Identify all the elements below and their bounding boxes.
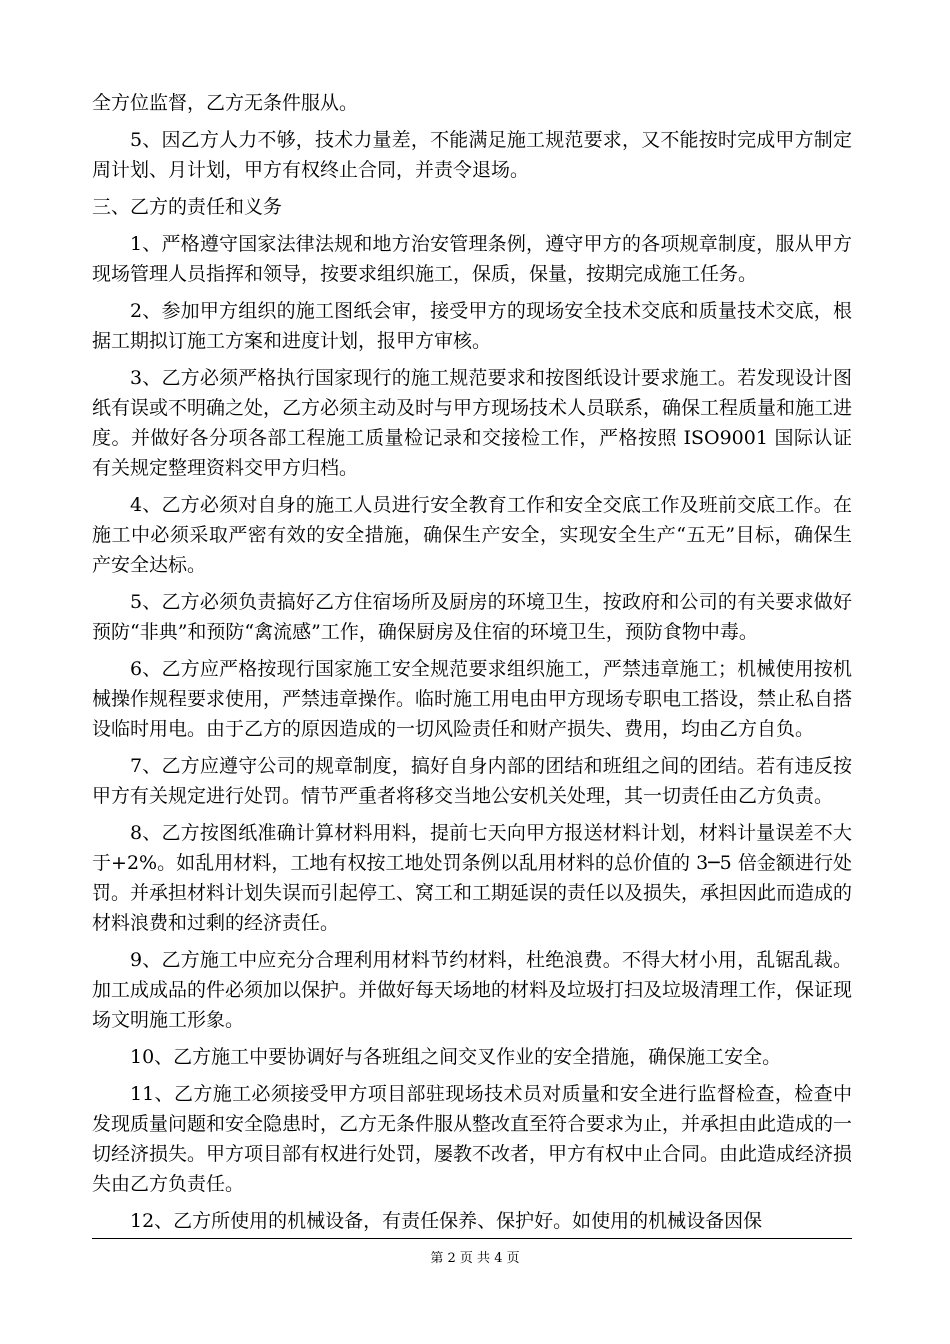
paragraph: 5、乙方必须负责搞好乙方住宿场所及厨房的环境卫生，按政府和公司的有关要求做好预防“非典”和预防“禽流感”工作，确保厨房及住宿的环境卫生，预防食物中毒。: [92, 591, 852, 643]
paragraph: 5、因乙方人力不够，技术力量差，不能满足施工规范要求，又不能按时完成甲方制定周计划、月计划，甲方有权终止合同，并责令退场。: [92, 129, 852, 181]
page-number: 第 2 页 共 4 页: [430, 1251, 520, 1266]
section-heading: 三、乙方的责任和义务: [92, 196, 283, 218]
paragraph: 2、参加甲方组织的施工图纸会审，接受甲方的现场安全技术交底和质量技术交底，根据工期拟订施工方案和进度计划，报甲方审核。: [92, 300, 852, 352]
paragraph: 7、乙方应遵守公司的规章制度，搞好自身内部的团结和班组之间的团结。若有违反按甲方有关规定进行处罚。情节严重者将移交当地公安机关处理，其一切责任由乙方负责。: [92, 755, 852, 807]
paragraph: 1、严格遵守国家法律法规和地方治安管理条例，遵守甲方的各项规章制度，服从甲方现场管理人员指挥和领导，按要求组织施工，保质，保量，按期完成施工任务。: [92, 233, 852, 285]
paragraph: 8、乙方按图纸准确计算材料用料，提前七天向甲方报送材料计划，材料计量误差不大于+2%。如乱用材料，工地有权按工地处罚条例以乱用材料的总价值的 3─5 倍金额进行处罚。并承担材料计划失误而引起停工、窝工和工期延误的责任以及损失，承担因此而造成的材料浪费和过剩的经济责任。: [92, 822, 853, 934]
document-body: [92, 88, 852, 1236]
paragraph: 全方位监督，乙方无条件服从。: [92, 92, 359, 114]
footer-divider: [92, 1238, 852, 1239]
paragraph: 6、乙方应严格按现行国家施工安全规范要求组织施工，严禁违章施工；机械使用按机械操作规程要求使用，严禁违章操作。临时施工用电由甲方现场专职电工搭设，禁止私自搭设临时用电。由于乙方的原因造成的一切风险责任和财产损失、费用，均由乙方自负。: [92, 658, 853, 740]
paragraph: 4、乙方必须对自身的施工人员进行安全教育工作和安全交底工作及班前交底工作。在施工中必须采取严密有效的安全措施，确保生产安全，实现安全生产“五无”目标，确保生产安全达标。: [92, 494, 852, 576]
paragraph: 3、乙方必须严格执行国家现行的施工规范要求和按图纸设计要求施工。若发现设计图纸有误或不明确之处，乙方必须主动及时与甲方现场技术人员联系，确保工程质量和施工进度。并做好各分项各部工程施工质量检记录和交接检工作，严格按照 ISO9001 国际认证有关规定整理资料交甲方归档。: [92, 367, 853, 479]
paragraph: 9、乙方施工中应充分合理利用材料节约材料，杜绝浪费。不得大材小用，乱锯乱裁。加工成成品的件必须加以保护。并做好每天场地的材料及垃圾打扫及垃圾清理工作，保证现场文明施工形象。: [92, 949, 853, 1031]
paragraph: 12、乙方所使用的机械设备，有责任保养、保护好。如使用的机械设备因保: [130, 1210, 763, 1232]
paragraph: 11、乙方施工必须接受甲方项目部驻现场技术员对质量和安全进行监督检查，检查中发现质量问题和安全隐患时，乙方无条件服从整改直至符合要求为止，并承担由此造成的一切经济损失。甲方项目部有权进行处罚，屡教不改者，甲方有权中止合同。由此造成经济损失由乙方负责任。: [92, 1083, 853, 1195]
paragraph: 10、乙方施工中要协调好与各班组之间交叉作业的安全措施，确保施工安全。: [130, 1046, 782, 1068]
